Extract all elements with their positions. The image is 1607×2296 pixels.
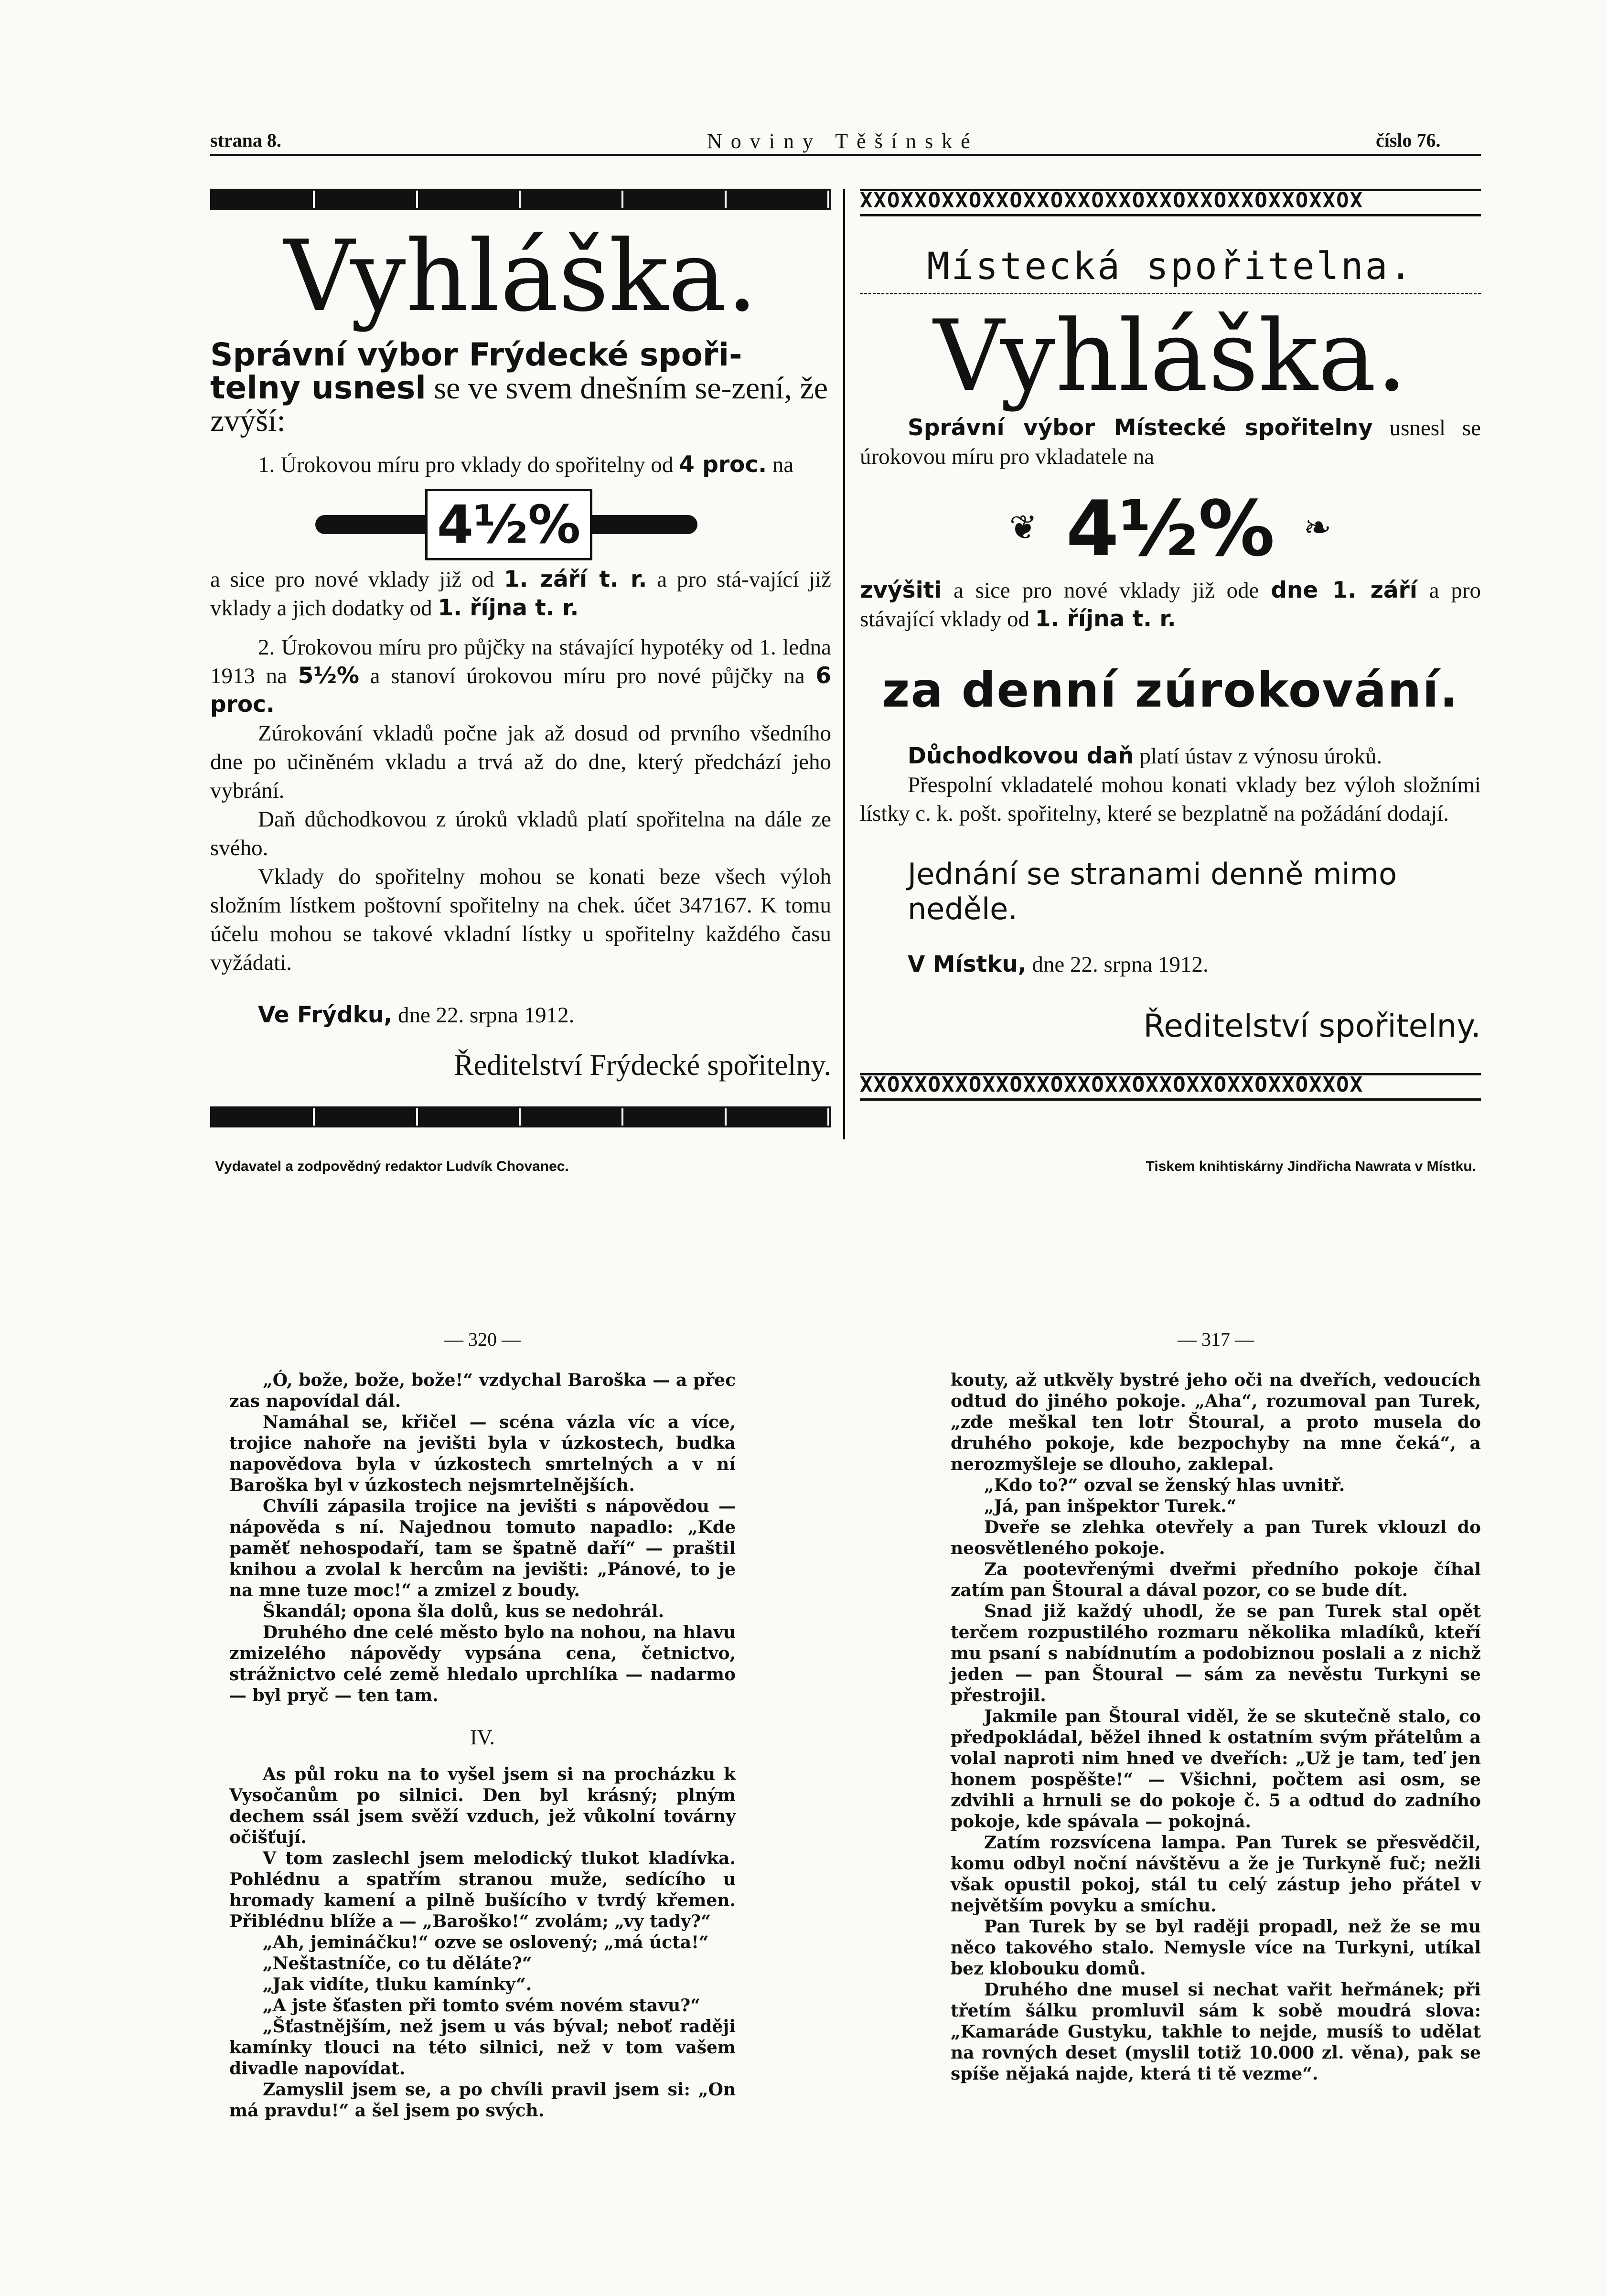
story-paragraph: Pan Turek by se byl raději propadl, než že se mu něco takového stalo. Nemysle více na Turkyni, utíkal bez klobouku domů. [951,1917,1481,1979]
story-paragraph: „Jak vidíte, tluku kamínky“. [263,1974,532,1995]
newspaper-title: Noviny Těšínské [707,129,979,153]
left-ad-top-border [210,189,831,210]
right-ad-signature: Ředitelství spořitelny. [1143,1008,1481,1044]
left-ad-p3-b: 5½% [298,663,360,689]
right-advertisement [860,189,1481,1101]
right-ad-p2-bold: zvýšiti [860,577,942,603]
left-ad-title: Vyhláška. [283,220,758,333]
left-ad-rate: 4½% [425,489,592,560]
right-ad-p1-rest: usnesl se úrokovou míru pro vkladatele na [860,416,1481,469]
left-ad-p1-a: 1. Úrokovou míru pro vklady do spořitelny od [258,452,674,477]
story-paragraph: „Ó, bože, bože, bože!“ vzdychal Baroška — a přec zas napovídal dál. [229,1370,736,1411]
story-paragraph: Druhého dne musel si nechat vařit heřmánek; při třetím šálku promluvil sám k sobě moudrá slova: „Kamaráde Gustyku, takhle to nejde, musíš to udělat na rovných deset (myslil totiž 10.000 zl. věna), pak se spíše nějaká najde, která ti tě vezme“. [951,1980,1481,2084]
left-ad-p1 [210,451,831,479]
right-ad-p4: Přespolní vkladatelé mohou konati vklady bez výloh složními lístky c. k. pošt. spořitelny, které se bezplatně na požádání dodají. [860,772,1481,826]
right-ad-p2-b: dne 1. září [1271,577,1417,603]
left-ad-date-rest: dne 22. srpna 1912. [397,1003,575,1028]
story-paragraph: Druhého dne celé město bylo na nohou, na hlavu zmizelého nápovědy vypsána cena, četnictvo, strážnictvo celé země hledalo uprchlíka — nadarmo — byl pryč — ten tam. [229,1622,736,1706]
right-ad-date-rest: dne 22. srpna 1912. [1032,952,1209,977]
story-right-column [951,1328,1481,2084]
story-paragraph: Škandál; opona šla dolů, kus se nedohrál. [263,1601,664,1621]
story-paragraph: kouty, až utkvěly bystré jeho oči na dveřích, vedoucích odtud do jiného pokoje. „Aha“, rozumoval pan Turek, „zde meškal ten lotr Štoural, a proto musela do druhého pokoje, kde bezpochyby na mne čeká“, a nerozmyšleje se dlouho, zaklepal. [951,1370,1481,1474]
story-paragraph: Zamyslil jsem se, a po chvíli pravil jsem si: „On má pravdu!“ a šel jsem po svých. [229,2080,736,2121]
left-ad-intro-bold: Správní výbor Frýdecké spoři-telny usnesl [210,336,742,406]
header-rule [210,154,1481,156]
right-ad-p3-bold: Důchodkovou daň [908,743,1134,769]
right-ad-p2-c: a pro stávající vklady od [860,578,1481,632]
story-left-column [229,1328,736,2121]
story-left-paragraphs [229,1370,736,1706]
ornament-right-icon: ❧ [1303,510,1332,547]
left-ad-intro-rest: se ve svem dnešním se-zení, že zvýší: [210,371,828,438]
left-ad-intro [210,336,831,438]
story-left-chapter: IV. [470,1726,495,1749]
left-ad-signature: Ředitelství Frýdecké spořitelny. [454,1049,831,1082]
left-ad-p3-a: 2. Úrokovou míru pro půjčky na stávající hypotéky od 1. ledna 1913 na [210,635,831,688]
left-ad-p6: Vklady do spořitelny mohou se konati beze všech výloh složním lístkem poštovní spořitelny na chek. účet 347167. K tomu účelu mohou se takové vkladní lístky u spořitelny každého času vyžádati. [210,864,831,975]
story-paragraph: Dveře se zlehka otevřely a pan Turek vklouzl do neosvětleného pokoje. [951,1517,1481,1558]
right-ad-date [860,950,1481,979]
right-ad-date-bold: V Místku, [908,951,1027,977]
story-paragraph: „A jste šťasten při tomto svém novém stavu?“ [263,1996,700,2016]
story-paragraph: „Já, pan inšpektor Turek.“ [984,1496,1237,1516]
story-paragraph: Za pootevřenými dveřmi předního pokoje číhal zatím pan Štoural a dával pozor, co se bude dít. [951,1559,1481,1600]
story-paragraph: „Kdo to?“ ozval se ženský hlas uvnitř. [984,1475,1345,1495]
right-ad-rate-block [860,481,1481,576]
story-paragraph: „Neštastníče, co tu děláte?“ [263,1953,532,1974]
right-ad-p2-a: a sice pro nové vklady již ode [953,578,1259,603]
left-ad-p2-c: a pro stá-vající již vklady a jich dodatky od [210,567,832,621]
right-ad-bottom-chain: XXOXXOXXOXXOXXOXXOXXOXXOXXOXXOXXOXXOX [860,1073,1481,1101]
left-ad-bottom-border [210,1106,831,1127]
right-ad-p3-rest: platí ústav z výnosu úroků. [1139,744,1382,769]
story-left-paragraphs-2 [229,1764,736,2121]
story-paragraph: „Šťastnějším, než jsem u vás býval; neboť raději kamínky tlouci na této silnici, než v tom vašem divadle napovídat. [229,2017,736,2079]
footer-publisher: Vydavatel a zodpovědný redaktor Ludvík Chovanec. [215,1159,569,1174]
left-ad-p2-a: a sice pro nové vklady již od [210,567,494,592]
right-ad-rate: 4½% [1066,483,1275,573]
right-ad-headline: za denní zúrokování. [882,662,1459,718]
left-ad-p1-b: 4 proc. [679,451,767,478]
story-paragraph: Snad již každý uhodl, že se pan Turek stal opět terčem rozpustilého rozmaru několika mladíků, kteří mu psaní s nabídnutím a podobiznou poslali a z nichž jeden — pan Štoural — sám za nevěstu Turkyni se přestrojil. [951,1601,1481,1706]
left-ad-p1-c: na [772,452,794,477]
issue-number: číslo 76. [1376,129,1441,151]
right-ad-p5: Jednání se stranami denně mimo neděle. [908,857,1397,926]
left-ad-p5: Daň důchodkovou z úroků vkladů platí spořitelna na dále ze svého. [210,807,831,860]
story-paragraph: Zatím rozsvícena lampa. Pan Turek se přesvědčil, komu odbyl noční návštěvu a že je Turkyně fuč; nežli však opustil pokoj, stál tu celý zástup jeho přátel v největším povyku a smíchu. [951,1833,1481,1916]
right-ad-top-chain: XXOXXOXXOXXOXXOXXOXXOXXOXXOXXOXXOXXOX [860,189,1481,216]
left-ad-p3 [210,633,831,719]
left-ad-p2-d: 1. října t. r. [438,595,579,621]
right-ad-p2 [860,576,1481,633]
story-left-page-number: — 320 — [444,1329,521,1350]
right-ad-title: Vyhláška. [933,300,1408,413]
left-ad-p3-d: 6 proc. [210,663,832,718]
story-paragraph: V tom zaslechl jsem melodický tlukot kladívka. Pohlédnu a spatřím stranou muže, sedícího u hromady kamení a pilně bušícího v tvrdý křemen. Přiblédnu blíže a — „Baroško!“ zvolám; „vy tady?“ [229,1848,736,1931]
right-ad-organization: Místecká spořitelna. [927,245,1414,288]
story-paragraph: As půl roku na to vyšel jsem si na procházku k Vysočanům po silnici. Den byl krásný; plným dechem ssál jsem svěží vzduch, jež vůkolní továrny očišťují. [229,1764,736,1847]
story-paragraph: „Ah, jemináčku!“ ozve se oslovený; „má úcta!“ [263,1932,709,1953]
column-divider [843,189,845,1139]
right-ad-p1 [860,414,1481,471]
left-ad-date [210,1001,831,1030]
ornament-left-icon: ❦ [1009,510,1038,547]
right-ad-p2-d: 1. října t. r. [1035,606,1176,632]
right-ad-p1-bold: Správní výbor Místecké spořitelny [908,415,1373,441]
page-number: strana 8. [210,129,281,151]
left-ad-date-bold: Ve Frýdku, [258,1002,393,1028]
org-underline [860,293,1481,294]
story-paragraph: Chvíli zápasila trojice na jevišti s nápovědou — nápověda s ní. Najednou tomuto napadlo: „Kde paměť nehospodaří, tam se špatně daří“ — praštil knihou a zvolal k hercům na jevišti: „Pánové, to je na mne tuze moc!“ a zmizel z boudy. [229,1496,736,1600]
story-right-paragraphs [951,1370,1481,2084]
left-ad-p4: Zúrokování vkladů počne jak až dosud od prvního všedního dne po učiněném vkladu a trvá až do dne, který předchází jeho vybrání. [210,721,831,803]
left-ad-p2 [210,565,831,622]
story-paragraph: Namáhal se, křičel — scéna vázla víc a více, trojice nahoře na jevišti byla v úzkostech, budka napovědova byla v úzkostech smrtelných a v ní Baroška byl v úzkostech nejsmrtelnějších. [229,1412,736,1495]
story-paragraph: Jakmile pan Štoural viděl, že se skutečně stalo, co předpokládal, běžel ihned k ostatním svým přátelům a volal naproti nim hned ve dveřích: „Už je tam, teď jen honem pospěšte!“ — Všichni, počtem asi osm, se zdvihli a hrnuli se do pokoje č. 5 a odtud do zadního pokoje, kde spávala — pokojná. [951,1706,1481,1832]
left-advertisement [210,189,831,1127]
left-ad-rate-banner [210,489,831,560]
right-ad-p3 [860,742,1481,771]
footer-printer: Tiskem knihtiskárny Jindřicha Nawrata v Místku. [1146,1159,1476,1174]
story-right-page-number: — 317 — [1178,1329,1254,1350]
left-ad-p3-c: a stanoví úrokovou míru pro nové půjčky na [370,664,805,688]
left-ad-p2-b: 1. září t. r. [504,566,647,592]
